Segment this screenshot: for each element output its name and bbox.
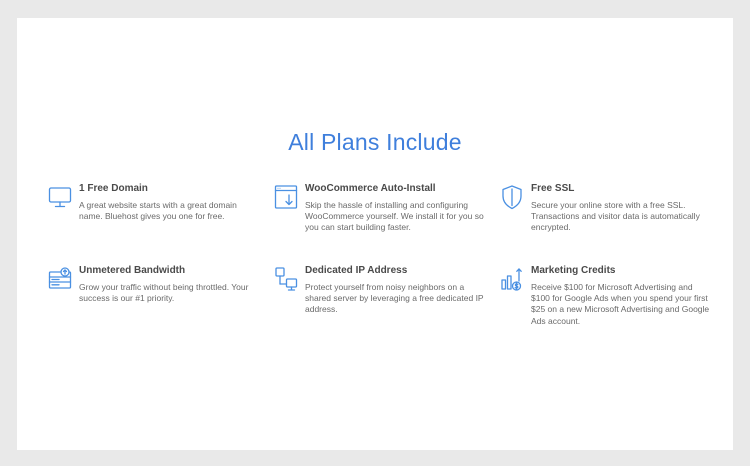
page-title: All Plans Include	[288, 129, 462, 156]
feature-description: Receive $100 for Microsoft Advertising and $100 for Google Ads when you spend your first $25 on a new Microsoft Advertising and Google Ads account.	[531, 282, 710, 326]
bandwidth-icon	[48, 266, 72, 292]
feature-description: Grow your traffic without being throttled. Your success is our #1 priority.	[79, 282, 249, 304]
content-panel	[17, 18, 733, 450]
feature-title: Unmetered Bandwidth	[79, 265, 186, 276]
install-window-icon	[274, 184, 298, 210]
feature-title: 1 Free Domain	[79, 183, 148, 194]
shield-icon	[500, 184, 524, 210]
network-icon	[274, 266, 298, 292]
feature-title: Free SSL	[531, 183, 575, 194]
feature-description: Protect yourself from noisy neighbors on a shared server by leveraging a free dedicated IP address.	[305, 282, 484, 315]
monitor-icon	[48, 184, 72, 210]
chart-dollar-icon	[500, 266, 524, 292]
feature-title: Dedicated IP Address	[305, 265, 408, 276]
feature-description: Skip the hassle of installing and configuring WooCommerce yourself. We install it for you so you can start building faster.	[305, 200, 484, 233]
feature-description: Secure your online store with a free SSL. Transactions and visitor data is automatically encrypted.	[531, 200, 700, 233]
feature-description: A great website starts with a great domain name. Bluehost gives you one for free.	[79, 200, 237, 222]
feature-title: Marketing Credits	[531, 265, 616, 276]
feature-title: WooCommerce Auto-Install	[305, 183, 436, 194]
